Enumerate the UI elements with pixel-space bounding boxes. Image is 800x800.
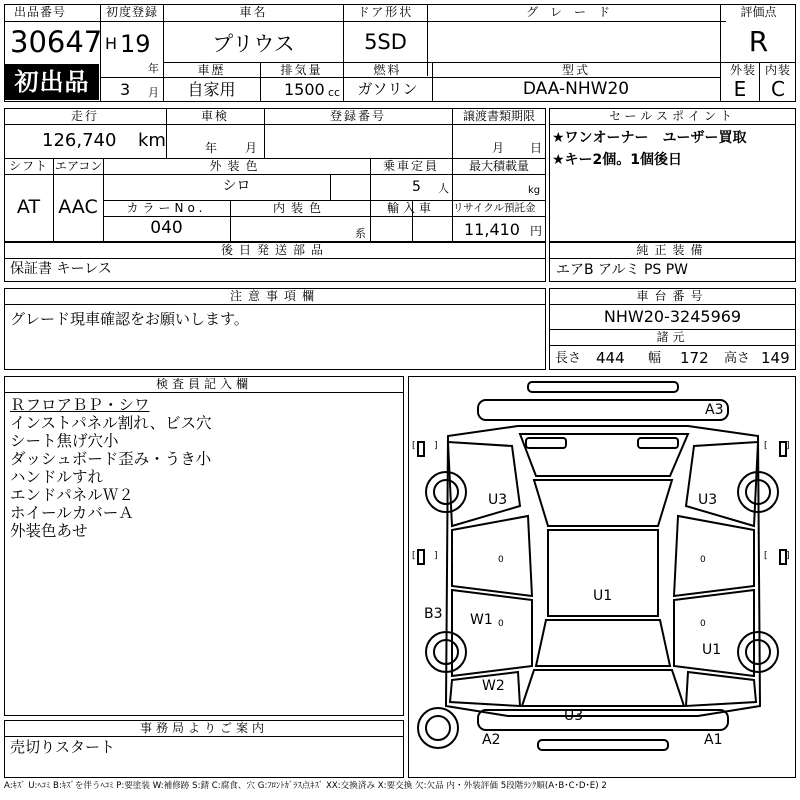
svg-text:]: ] <box>434 551 438 561</box>
import-label: 輸入車 <box>386 201 435 215</box>
color-no-label: カラーNo. <box>126 201 207 215</box>
svg-text:]: ] <box>434 441 438 451</box>
svg-text:0: 0 <box>498 555 504 565</box>
int-color-label: 内装色 <box>272 201 327 215</box>
chassis-number: NHW20-3245969 <box>603 307 742 326</box>
mark-a1: A1 <box>704 732 723 748</box>
transfer-deadline-label: 譲渡書類期限 <box>462 109 535 123</box>
mark-u3-right: U3 <box>698 492 718 508</box>
chassis-label: 車台番号 <box>636 289 709 303</box>
reg-month-unit: 月 <box>148 86 159 99</box>
reg-year-unit: 年 <box>148 62 159 75</box>
notes-value: グレード現車確認をお願いします。 <box>10 310 249 328</box>
ext-color-value: シロ <box>222 178 251 194</box>
ac-label: エアコン <box>55 159 103 173</box>
later-parts-value: 保証書 キーレス <box>10 261 112 277</box>
first-listing-badge: 初出品 <box>5 64 99 100</box>
reg-era: H <box>105 34 118 53</box>
genuine-equipment-value: エアB アルミ PS PW <box>556 262 689 278</box>
inspector-line-8: 外装色あせ <box>10 522 88 540</box>
mileage-label: 走行 <box>70 109 99 123</box>
fuel-value: ガソリン <box>357 80 418 98</box>
svg-text:0: 0 <box>700 555 706 565</box>
notes-label: 注意事項欄 <box>229 289 320 303</box>
sales-points-frame <box>549 108 796 242</box>
model-value: DAA-NHW20 <box>522 79 630 99</box>
exterior-label: 外装 <box>730 63 757 77</box>
recycle-label: リサイクル預託金 <box>453 202 536 214</box>
dims-label: 諸元 <box>656 330 689 344</box>
svg-text:[: [ <box>412 441 416 451</box>
svg-text:]: ] <box>786 441 790 451</box>
inspector-line-2: インストパネル割れ、ビス穴 <box>10 414 212 432</box>
capacity-value: 5 <box>412 179 421 195</box>
mark-w2: W2 <box>482 678 505 694</box>
width-label: 幅 <box>648 351 662 366</box>
load-unit: kg <box>528 185 541 196</box>
capacity-label: 乗車定員 <box>382 159 439 173</box>
displacement-label: 排気量 <box>280 63 323 77</box>
int-color-unit: 系 <box>355 227 366 240</box>
genuine-equipment-label: 純正装備 <box>636 243 709 257</box>
mark-b3: B3 <box>424 606 443 622</box>
length-label: 長さ <box>555 351 582 366</box>
color-no-value: 040 <box>150 218 183 238</box>
exterior-grade: E <box>733 77 747 101</box>
car-body-diagram <box>408 376 796 778</box>
mark-w1: W1 <box>470 612 493 628</box>
mark-u1-center: U1 <box>593 588 613 604</box>
inspection-label: 車検 <box>200 109 229 123</box>
inspector-line-1: Ｒフロア​ＢＰ・シワ <box>10 396 150 414</box>
capacity-unit: 人 <box>438 182 449 195</box>
displacement-unit: cc <box>328 86 341 99</box>
mileage-value: 126,740 <box>42 130 117 151</box>
score-label: 評価点 <box>740 5 777 19</box>
reg-month: 3 <box>120 80 131 99</box>
shift-value: AT <box>16 196 41 218</box>
office-value: 売切りスタート <box>10 738 116 756</box>
later-parts-label: 後日発送部品 <box>220 243 329 257</box>
length-value: 444 <box>596 349 625 367</box>
recycle-unit: 円 <box>530 224 543 238</box>
ext-color-label: 外装色 <box>209 159 264 173</box>
mileage-unit: km <box>138 130 166 151</box>
door-type: 5SD <box>364 30 407 54</box>
history-label: 車歴 <box>197 63 226 77</box>
transfer-month-unit: 月 <box>492 141 505 155</box>
inspector-line-4: ダッシュボード歪み・うき小 <box>10 450 212 468</box>
lot-number: 30647 <box>10 25 103 59</box>
mark-u3-bottom: U3 <box>564 708 584 724</box>
transfer-day-unit: 日 <box>530 141 543 155</box>
car-name-label: 車名 <box>239 5 268 19</box>
height-label: 高さ <box>724 351 751 366</box>
reg-year: 19 <box>120 30 151 58</box>
grade-label: グレード <box>525 5 622 19</box>
first-reg-label: 初度登録 <box>106 5 159 19</box>
mark-a2: A2 <box>482 732 501 748</box>
width-value: 172 <box>680 349 709 367</box>
mark-u1-right: U1 <box>702 642 722 658</box>
load-label: 最大積載量 <box>468 159 529 173</box>
sales-point-2: ★キー2個。1個後日 <box>552 152 683 168</box>
displacement-value: 1500 <box>284 80 325 99</box>
history-value: 自家用 <box>187 80 236 99</box>
mark-a3: A3 <box>705 402 724 418</box>
svg-text:]: ] <box>786 551 790 561</box>
lot-number-label: 出品番号 <box>14 5 67 19</box>
inspection-month-unit: 月 <box>245 141 258 155</box>
svg-text:0: 0 <box>700 619 706 629</box>
fuel-label: 燃料 <box>373 63 402 77</box>
car-name: プリウス <box>212 32 295 56</box>
svg-text:[: [ <box>764 551 768 561</box>
office-label: 事務局よりご案内 <box>139 721 268 735</box>
svg-text:[: [ <box>412 551 416 561</box>
sales-point-1: ★ワンオーナー ユーザー買取 <box>552 130 747 146</box>
sales-points-label: セールスポイント <box>609 109 736 123</box>
inspection-year-unit: 年 <box>205 141 218 155</box>
inspector-label: 検査員記入欄 <box>155 377 252 391</box>
interior-label: 内装 <box>765 63 792 77</box>
mark-u3-left: U3 <box>488 492 508 508</box>
height-value: 149 <box>761 349 790 367</box>
inspector-line-3: シート焦げ穴小 <box>10 432 119 450</box>
inspector-line-5: ハンドルすれ <box>10 468 104 486</box>
legend: A:ｷｽﾞ U:ﾍｺﾐ B:ｷｽﾞを伴うﾍｺﾐ P:要塗装 W:補修跡 S:錆 C:腐食、穴 G:ﾌﾛﾝﾄｶﾞﾗｽ点ｷｽﾞ XX:交換済み X:要交換 欠:欠品 内・外装評価 5段階ﾗﾝｸ順(A･B･C･D･E) 2 <box>4 781 607 791</box>
inspector-line-6: エンドパネルＷ２ <box>10 486 134 504</box>
model-label: 型式 <box>561 63 590 77</box>
plate-label: 登録番号 <box>329 109 386 123</box>
door-label: ドア形状 <box>357 5 414 19</box>
svg-text:0: 0 <box>498 619 504 629</box>
score-value: R <box>748 25 769 58</box>
interior-grade: C <box>771 77 785 101</box>
recycle-value: 11,410 <box>464 220 520 239</box>
inspector-line-7: ホイールカバーＡ <box>10 504 134 522</box>
svg-text:[: [ <box>764 441 768 451</box>
ac-value: AAC <box>58 196 98 218</box>
shift-label: シフト <box>9 159 49 173</box>
